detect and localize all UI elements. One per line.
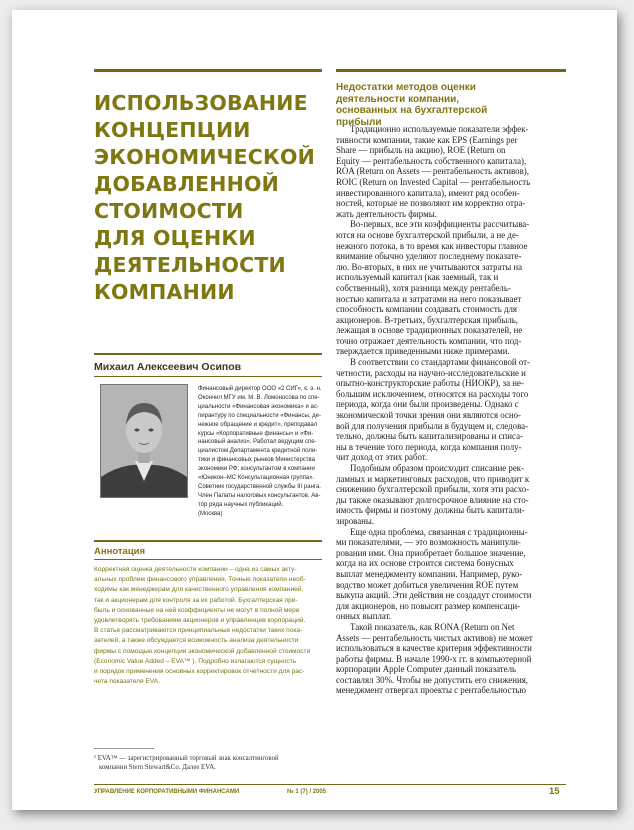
annotation-line: В статье рассматриваются принципиальные недостатки таких пока- (94, 627, 303, 635)
body-line: выплат менеджменту компании. Например, руко- (336, 568, 523, 579)
body-line: Подобным образом происходит списание рек- (350, 463, 525, 473)
annotation-line: быль и основанные на ней коэффициенты не могут в полной мере (94, 606, 300, 614)
bio-line: тор ряда научных публикаций. (198, 501, 284, 508)
body-line: используемый капитал (как заемный, так и (336, 272, 499, 283)
body-line: имость фирмы и поэтому должны быть капитали- (336, 505, 525, 516)
body-line: Equity — рентабельность собственного капитала), (336, 155, 527, 166)
annotation-line: так и акционерам для контроля за их работой. Бухгалтерская при- (94, 596, 298, 604)
body-line: водство может добиться увеличения ROE путем (336, 579, 519, 590)
body-line: ламных и маркетинговых расходов, что приводит к (336, 473, 530, 484)
article-title (94, 90, 319, 306)
bio-line: Член Палаты налоговых консультантов. Ав- (198, 492, 321, 499)
body-line: ются на основе бухгалтерской прибыли, а не де- (336, 229, 519, 240)
section-heading-line: Недостатки методов оценки (336, 82, 476, 93)
article-body (336, 124, 564, 696)
section-heading-line: основанных на бухгалтерской (336, 105, 488, 116)
title-line: ЭКОНОМИЧЕСКОЙ (94, 145, 315, 169)
annotation-line: фирмы с помощью концепции экономической добавленной стоимости (94, 647, 311, 655)
body-line: точно отражает деятельность компании, что под- (336, 335, 522, 346)
annotation-line: и порядок применения основных корректировок отчетности для рас- (94, 668, 305, 676)
annotation-heading: Аннотация (94, 546, 146, 557)
body-line: опытно-конструкторские работы (НИОКР), за не- (336, 378, 524, 389)
page-number: 15 (549, 786, 560, 797)
body-line: собственный), хотя разница между рентабель- (336, 282, 511, 293)
body-line: зированы. (336, 515, 375, 526)
bio-line: «Юникон–МС Консультационная группа». (198, 475, 315, 482)
footer-issue: № 1 (7) / 2005 (287, 789, 327, 795)
annotation-rule-top (94, 540, 322, 542)
footnote (94, 754, 324, 772)
body-line: ROA (Return on Assets — рентабельность активов), (336, 166, 529, 177)
bio-line: нансовый анализ». Работал ведущим спе- (198, 439, 317, 446)
body-line: тверждается приведенными ниже примерами. (336, 346, 510, 357)
author-name: Михаил Алексеевич Осипов (94, 361, 242, 373)
body-line: для акционеров, но повысят размер компенсаци- (336, 600, 521, 611)
section-heading (336, 82, 566, 128)
bio-line: Советник государственной службы III ранга. (198, 483, 321, 490)
author-rule-bottom (94, 376, 322, 377)
body-line: инвестированного капитала), имеют ряд особен- (336, 187, 520, 198)
body-line: составлял 30%. Чтобы не допустить его снижения, (336, 674, 529, 685)
body-line: тельно, должны быть капитализированы и списа- (336, 431, 523, 442)
footnote-rule (94, 748, 154, 749)
title-line: КОНЦЕПЦИИ (94, 118, 251, 142)
body-line: работы фирмы. В начале 1990-х гг. в компьютерной (336, 653, 532, 664)
annotation-line: ходимы как менеджерам для качественного управления компанией, (94, 586, 304, 594)
footnote-line: компании Stern Stewart&Co. Далее EVA. (99, 764, 216, 771)
body-line: тивности компании, такие как EPS (Earnings per (336, 134, 518, 145)
body-line: лю. Во-вторых, в них не учитываются затраты на (336, 261, 523, 272)
body-line: экономической точки зрения они являются осно- (336, 410, 522, 421)
annotation-line: удовлетворять требованиям акционеров и управленцев корпораций. (94, 617, 306, 625)
section-heading-line: прибыли (336, 116, 382, 128)
annotation-text (94, 565, 322, 687)
annotation-line: (Economic Value Added – EVA™ ). Подробно излагаются сущность (94, 657, 297, 665)
body-line: Традиционно используемые показатели эффек- (350, 124, 529, 134)
body-line: ностей, которые не позволяют им корректно отра- (336, 198, 526, 209)
bio-line: экономики РФ; консультантом в компании (198, 466, 315, 473)
body-line: лежащая в основе традиционных показателей, не (336, 325, 523, 336)
annotation-line: альных проблем финансового управления. Точные показатели необ- (94, 576, 306, 584)
body-line: акционеров. В-третьих, бухгалтерская прибыль, (336, 314, 519, 325)
body-line: вой для получения прибыли в будущем и, следова- (336, 420, 529, 431)
annotation-line: Корректная оценка деятельности компании – одна из самых акту- (94, 566, 297, 573)
body-line: Еще одна проблема, связанная с традиционны- (350, 526, 528, 537)
body-line: выкупа акций. Эти действия не создадут стоимости (336, 590, 532, 601)
body-line: ностью капитала и затратами на него показывает (336, 293, 522, 304)
title-line: СТОИМОСТИ (94, 199, 244, 223)
title-line: ДОБАВЛЕННОЙ (94, 172, 279, 196)
body-line: способность компании создавать стоимость для (336, 304, 518, 315)
annotation-line: зателей, а также обсуждается возможность анализа деятельности (94, 637, 299, 645)
body-line: онных выплат. (336, 611, 392, 622)
body-line: рования ими. Она приобретает большое значение, (336, 547, 526, 558)
body-line: менеджмент отвергал проекты с рентабельностью (336, 685, 527, 696)
body-line: Share — прибыль на акцию), ROE (Return on (336, 145, 506, 156)
body-line: жать деятельность фирмы. (336, 208, 437, 219)
body-line: корпорации Apple Computer данный показатель (336, 664, 517, 675)
bio-line: циалистом Департамента кредитной поли- (198, 448, 318, 455)
bio-line: Финансовый директор ООО «2 СИГ», к. э. н. (198, 386, 322, 392)
section-heading-line: деятельности компании, (336, 93, 460, 105)
footnote-line: ¹ EVA™ — зарегистрированный торговый знак консалтинговой (94, 755, 279, 762)
body-line: ми показателями, — это возможность манипули- (336, 537, 521, 548)
bio-line: Окончил МГУ им. М. В. Ломоносова по спе- (198, 394, 320, 401)
title-line: ИСПОЛЬЗОВАНИЕ (94, 91, 308, 115)
body-line: внимание обычно уделяют последнему показате- (336, 251, 522, 262)
body-line: использоваться в качестве критерия эффективности (336, 643, 532, 654)
body-line: ды также оказывают долгосрочное влияние на сто- (336, 494, 529, 505)
author-photo (100, 384, 188, 498)
portrait-photo-icon (101, 385, 187, 497)
footer-rule (94, 784, 566, 785)
annotation-line: чета показателя EVA. (94, 678, 160, 686)
body-line: периода, когда они были произведены. Однако с (336, 399, 519, 410)
bio-line: пирантуру по специальности «Финансы, де- (198, 412, 321, 419)
bio-line: нежное обращение и кредит», преподавал (198, 421, 318, 428)
top-rule-right (336, 69, 566, 72)
annotation-rule-bottom (94, 559, 322, 560)
title-line: КОМПАНИИ (94, 280, 235, 304)
bio-line: курсы «Корпоративные финансы» и «Фи- (198, 430, 314, 437)
title-line: ДЛЯ ОЦЕНКИ (94, 226, 256, 250)
journal-page (12, 10, 617, 810)
body-line: снижению бухгалтерской прибыли, хотя эти расхо- (336, 484, 530, 495)
author-rule-top (94, 353, 322, 355)
bio-line: тики и финансовых рынков Министерства (198, 457, 316, 464)
body-line: большим исключением, относятся на расходы того (336, 388, 529, 399)
body-line: Такой показатель, как RONA (Return on Net (350, 621, 515, 632)
body-line: четности, расходы на научно-исследовательские и (336, 367, 526, 378)
bio-line: (Москва) (198, 510, 223, 517)
body-line: Assets — рентабельность чистых активов) не может (336, 632, 533, 643)
footer-journal: УПРАВЛЕНИЕ КОРПОРАТИВНЫМИ ФИНАНСАМИ (94, 789, 240, 795)
body-line: когда на их основе строится система бонусных (336, 558, 514, 569)
body-line: ны в течение того периода, когда компания полу- (336, 441, 522, 452)
body-line: ROIC (Return on Invested Capital — рентабельность (336, 176, 531, 187)
top-rule-left (94, 69, 322, 72)
bio-line: циальности «Финансовая экономика» и ас- (198, 403, 319, 410)
body-line: нежного потока, в то время как инвесторы главное (336, 240, 528, 251)
body-line: чит доход от этих работ. (336, 452, 428, 463)
body-line: Во-первых, все эти коэффициенты рассчитыва- (350, 219, 530, 230)
author-bio (198, 385, 322, 519)
body-line: В соответствии со стандартами финансовой от- (350, 357, 531, 368)
title-line: ДЕЯТЕЛЬНОСТИ (94, 253, 286, 277)
